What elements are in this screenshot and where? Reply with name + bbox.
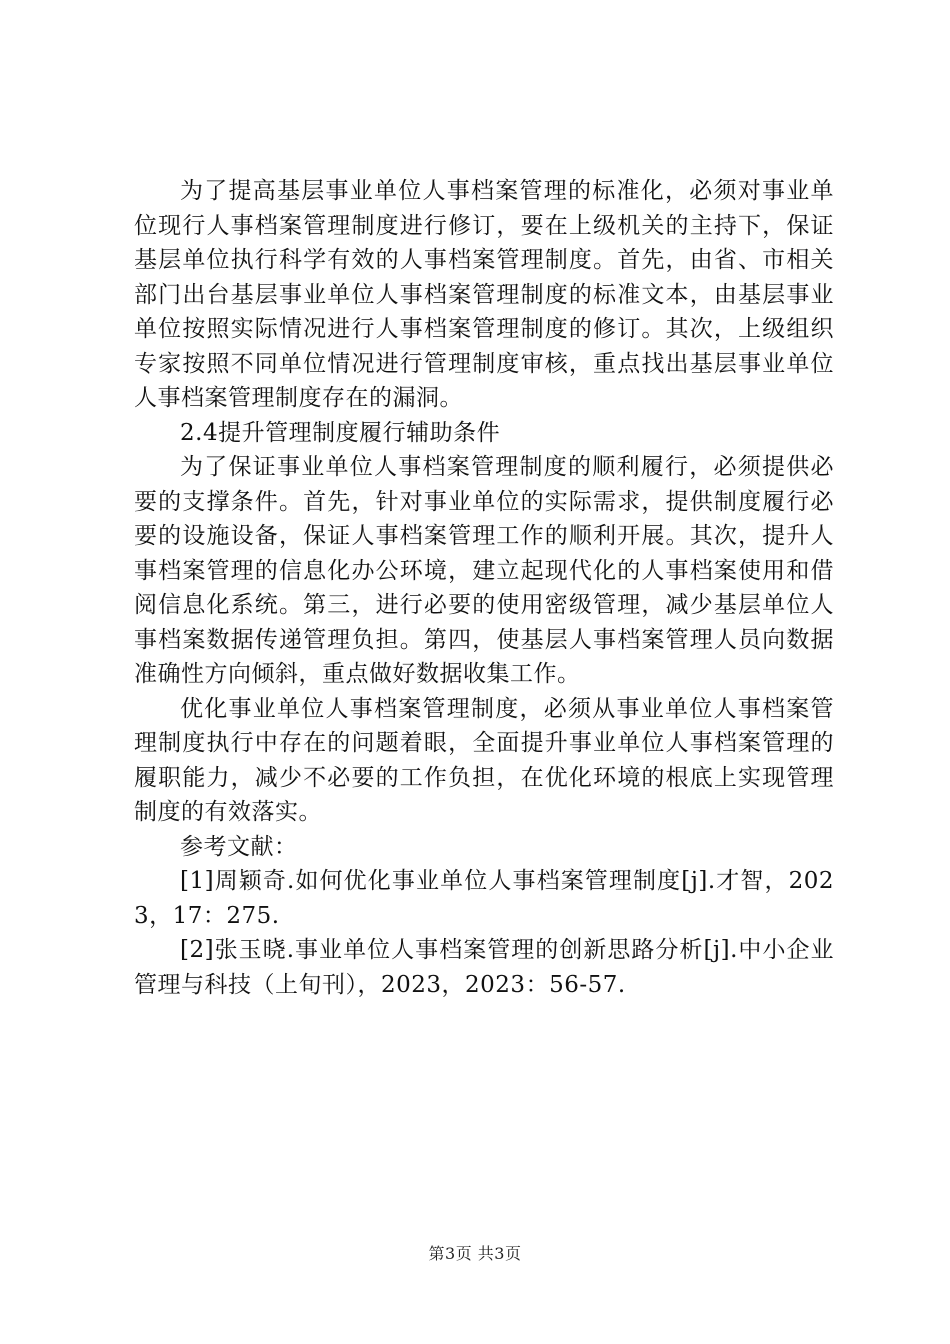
references-heading: 参考文献： <box>180 833 298 860</box>
paragraph-support-conditions: 为了保证事业单位人事档案管理制度的顺利履行，必须提供必要的支撑条件。首先，针对事业单位的实际需求，提供制度履行必要的设施设备，保证人事档案管理工作的顺利开展。其次，提升人事档案管理的信息化办公环境，建立起现代化的人事档案使用和借阅信息化系统。第三，进行必要的使用密级管理，减少基层单位人事档案数据传递管理负担。第四，使基层人事档案管理人员向数据准确性方向倾斜，重点做好数据收集工作。 <box>134 454 834 687</box>
page-number-footer: 第3页 共3页 <box>428 1244 522 1263</box>
paragraph-conclusion: 优化事业单位人事档案管理制度，必须从事业单位人事档案管理制度执行中存在的问题着眼，全面提升事业单位人事档案管理的履职能力，减少不必要的工作负担，在优化环境的根底上实现管理制度的有效落实。 <box>134 695 834 825</box>
section-heading-2-4: 2.4提升管理制度履行辅助条件 <box>180 419 501 446</box>
reference-item-1: [1]周颖奇.如何优化事业单位人事档案管理制度[j].才智，2023，17：275. <box>134 868 834 929</box>
reference-item-2: [2]张玉晓.事业单位人事档案管理的创新思路分析[j].中小企业管理与科技（上旬刊），2023，2023：56-57. <box>134 937 834 998</box>
paragraph-standardization: 为了提高基层事业单位人事档案管理的标准化，必须对事业单位现行人事档案管理制度进行修订，要在上级机关的主持下，保证基层单位执行科学有效的人事档案管理制度。首先，由省、市相关部门出台基层事业单位人事档案管理制度的标准文本，由基层事业单位按照实际情况进行人事档案管理制度的修订。其次，上级组织专家按照不同单位情况进行管理制度审核，重点找出基层事业单位人事档案管理制度存在的漏洞。 <box>134 178 834 411</box>
document-body <box>134 174 834 1002</box>
